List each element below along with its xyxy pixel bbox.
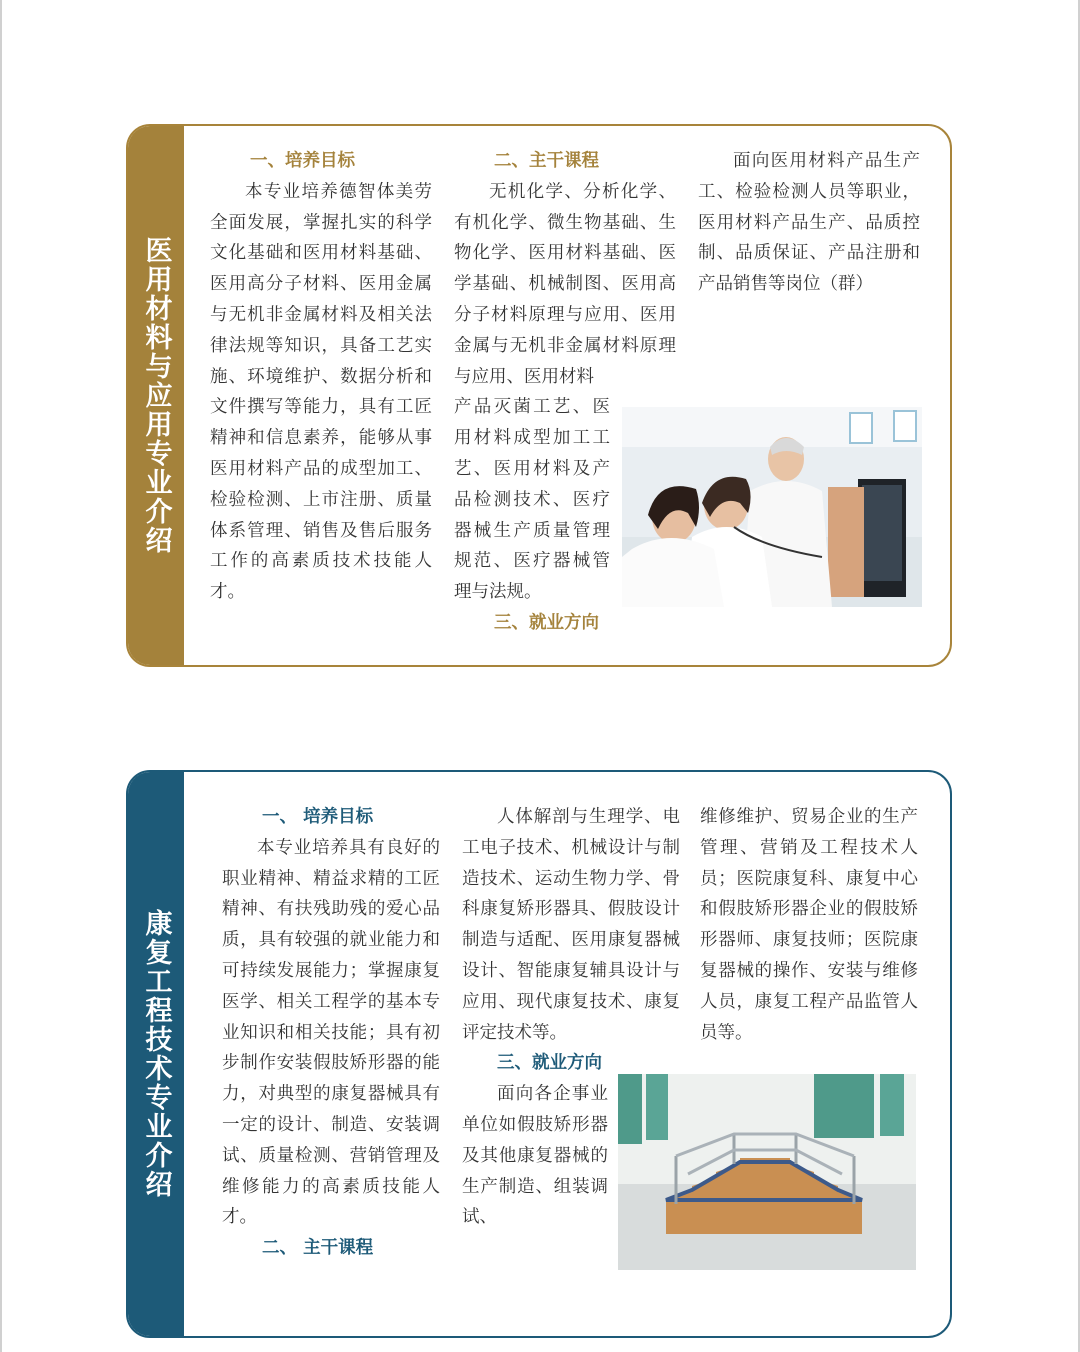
rehab-goal-column — [222, 802, 440, 1264]
page-border-left — [0, 0, 2, 1352]
medical-materials-career-heading: 三、就业方向 — [494, 612, 599, 633]
medical-materials-career-column — [698, 146, 920, 300]
medical-materials-card — [126, 124, 952, 667]
medical-materials-goal-heading: 一、培养目标 — [250, 151, 355, 171]
rehab-engineering-card — [126, 770, 952, 1338]
medical-materials-career-text: 面向医用材料产品生产工、检验检测人员等职业，医用材料产品生产、品质控制、品质保证、产品注册和产品销售等岗位（群） — [698, 151, 920, 295]
medical-materials-course-text-b: 产品灭菌工艺、医用材料成型加工工艺、医用材料及产品检测技术、医疗器械生产质量管理规范、医疗器械管理与法规。 — [454, 397, 610, 603]
medical-materials-title: 医用材料与应用专业介绍 — [140, 236, 172, 555]
medical-materials-course-heading: 二、主干课程 — [494, 151, 599, 171]
medical-materials-goal-text: 本专业培养德智体美劳全面发展，掌握扎实的科学文化基础和医用材料基础、医用高分子材料、医用金属与无机非金属材料及相关法律法规等知识，具备工艺实施、环境维护、数据分析和文件撰写等能力，具有工匠精神和信息素养，能够从事医用材料产品的成型加工、检验检测、上市注册、质量体系管理、销售及售后服务工作的高素质技术技能人才。 — [210, 181, 432, 603]
rehab-career-column — [700, 802, 918, 1048]
rehab-career-text-b: 维修维护、贸易企业的生产管理、营销及工程技术人员；医院康复科、康复中心和假肢矫形器企业的假肢矫形器师、康复技师；医院康复器械的操作、安装与维修人员，康复工程产品监管人员等。 — [700, 807, 918, 1043]
rehab-course-text: 人体解剖与生理学、电工电子技术、机械设计与制造技术、运动生物力学、骨科康复矫形器具、假肢设计制造与适配、医用康复器械设计、智能康复辅具设计与应用、现代康复技术、康复评定技术等。 — [462, 807, 680, 1043]
medical-materials-goal-column — [210, 146, 432, 608]
rehab-stairs-photo — [618, 1074, 916, 1270]
medical-materials-side-tab — [128, 126, 184, 665]
rehab-career-text-a: 面向各企事业单位如假肢矫形器及其他康复器械的生产制造、组装调试、 — [462, 1084, 608, 1228]
rehab-goal-text: 本专业培养具有良好的职业精神、精益求精的工匠精神、有扶残助残的爱心品质，具有较强的就业能力和可持续发展能力；掌握康复医学、相关工程学的基本专业知识和相关技能；具有初步制作安装假肢矫形器的能力，对典型的康复器械具有一定的设计、制造、安装调试、质量检测、营销管理及维修能力的高素质技能人才。 — [222, 837, 440, 1228]
rehab-engineering-title: 康复工程技术专业介绍 — [140, 909, 172, 1199]
lab-training-photo — [622, 407, 922, 607]
medical-materials-course-text-a: 无机化学、分析化学、有机化学、微生物基础、生物化学、医用材料基础、医学基础、机械制图、医用高分子材料原理与应用、医用金属与无机非金属材料原理与应用、医用材料 — [454, 181, 676, 387]
rehab-course-heading: 二、 主干课程 — [262, 1238, 374, 1259]
rehab-goal-heading: 一、 培养目标 — [262, 807, 374, 827]
rehab-career-heading: 三、就业方向 — [497, 1053, 602, 1074]
rehab-engineering-side-tab — [128, 772, 184, 1336]
